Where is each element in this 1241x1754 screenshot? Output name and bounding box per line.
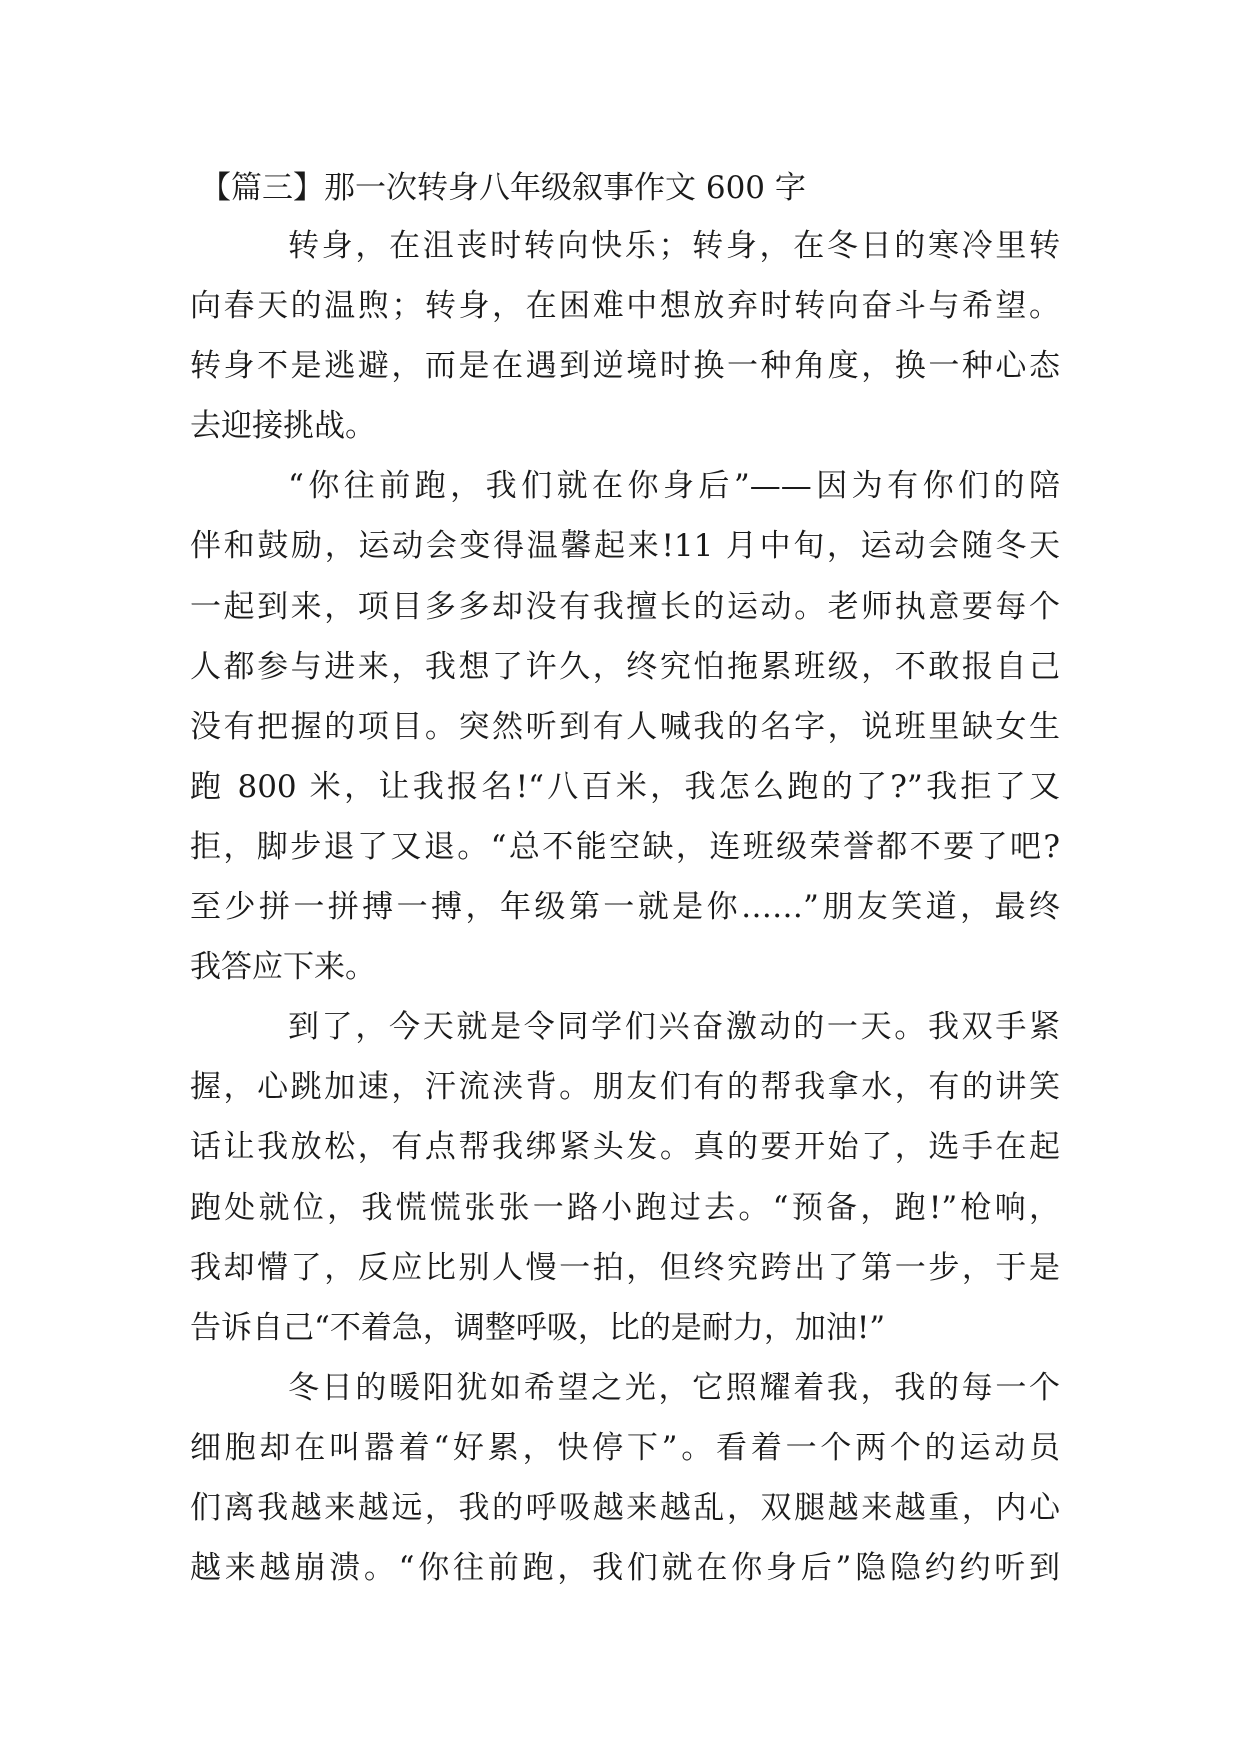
text-line: 越来越崩溃。“你往前跑，我们就在你身后”隐隐约约听到 xyxy=(190,1550,1060,1587)
text-line: 一起到来，项目多多却没有我擅长的运动。老师执意要每个 xyxy=(190,588,1060,625)
text-line: 冬日的暖阳犹如希望之光，它照耀着我，我的每一个 xyxy=(288,1369,1060,1406)
text-line: 到了，今天就是令同学们兴奋激动的一天。我双手紧 xyxy=(288,1009,1060,1046)
text-line: 我答应下来。 xyxy=(190,949,376,986)
essay-body xyxy=(190,216,1060,1598)
text-line: 向春天的温煦；转身，在困难中想放弃时转向奋斗与希望。 xyxy=(190,288,1060,325)
text-line: 没有把握的项目。突然听到有人喊我的名字，说班里缺女生 xyxy=(190,708,1060,745)
text-line: 去迎接挑战。 xyxy=(190,408,376,445)
text-line: 拒，脚步退了又退。“总不能空缺，连班级荣誉都不要了吧? xyxy=(190,828,1060,865)
text-line: 转身不是逃避，而是在遇到逆境时换一种角度，换一种心态 xyxy=(190,348,1060,385)
essay-title: 【篇三】那一次转身八年级叙事作文 600 字 xyxy=(200,170,806,206)
text-line: 至少拼一拼搏一搏，年级第一就是你……”朋友笑道，最终 xyxy=(190,889,1060,926)
text-line: 跑处就位，我慌慌张张一路小跑过去。“预备，跑!”枪响， xyxy=(190,1189,1060,1226)
text-line: 们离我越来越远，我的呼吸越来越乱，双腿越来越重，内心 xyxy=(190,1489,1060,1526)
text-line: 我却懵了，反应比别人慢一拍，但终究跨出了第一步，于是 xyxy=(190,1249,1060,1286)
text-line: 跑 800 米，让我报名!“八百米，我怎么跑的了?”我拒了又 xyxy=(190,768,1060,805)
text-line: 细胞却在叫嚣着“好累，快停下”。看着一个两个的运动员 xyxy=(190,1429,1060,1466)
text-line: 告诉自己“不着急，调整呼吸，比的是耐力，加油!” xyxy=(190,1309,886,1346)
text-line: 伴和鼓励，运动会变得温馨起来!11 月中旬，运动会随冬天 xyxy=(190,528,1060,565)
text-line: 话让我放松，有点帮我绑紧头发。真的要开始了，选手在起 xyxy=(190,1129,1060,1166)
text-line: 人都参与进来，我想了许久，终究怕拖累班级，不敢报自己 xyxy=(190,648,1060,685)
text-line: 转身，在沮丧时转向快乐；转身，在冬日的寒冷里转 xyxy=(288,228,1060,264)
text-line: “你往前跑，我们就在你身后”——因为有你们的陪 xyxy=(288,468,1060,505)
text-line: 握，心跳加速，汗流浃背。朋友们有的帮我拿水，有的讲笑 xyxy=(190,1069,1060,1106)
